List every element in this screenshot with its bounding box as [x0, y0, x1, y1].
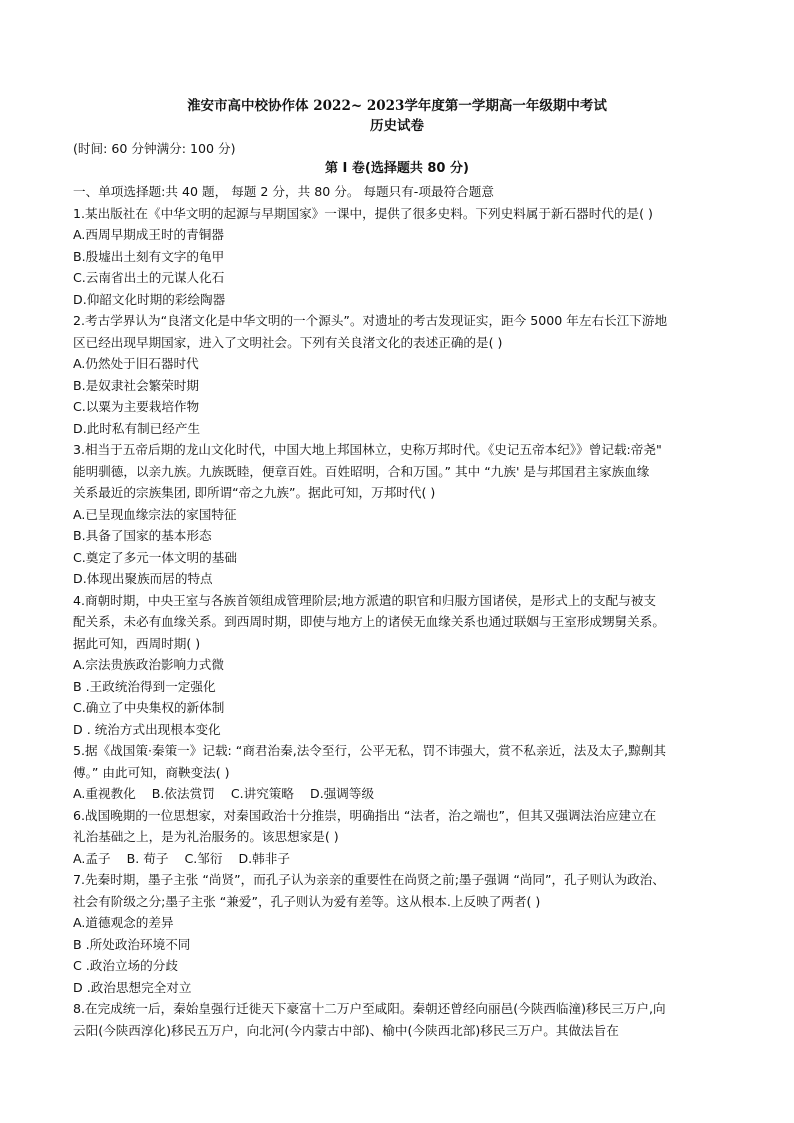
question-4 — [73, 590, 729, 741]
exam-subject: 历史试卷 — [370, 118, 424, 134]
question-stem-line: 3.相当于五帝后期的龙山文化时代，中国大地上邦国林立，史称万邦时代。《史记五帝本纪》》曾记载:帝尧" — [73, 442, 662, 457]
answer-option: A.仍然处于旧石器时代 — [73, 356, 199, 371]
answer-option: A.西周早期成王时的青铜器 — [73, 227, 224, 242]
question-8 — [73, 998, 729, 1041]
answer-option: D.此时私有制已经产生 — [73, 420, 201, 436]
question-stem-line: 礼治基础之上，是为礼治服务的。该思想家是( ) — [73, 829, 339, 844]
questions-body — [73, 181, 729, 1041]
question-stem-line: 傅。” 由此可知，商鞅变法( ) — [73, 764, 230, 780]
question-stem-line: 5.据《战国策·秦策一》记载: “商君治秦,法令至行，公平无私，罚不讳强大，赏不私亲近，法及太子,黥劓其 — [73, 743, 666, 758]
header — [0, 96, 794, 136]
answer-option: B .王政统治得到一定强化 — [73, 678, 216, 694]
question-stem-line: 4.商朝时期，中央王室与各族首领组成管理阶层;地方派遣的职官和归服方国诸侯，是形式上的支配与被支 — [73, 592, 656, 608]
instructions: 一、单项选择题:共 40 题， 每题 2 分，共 80 分。 每题只有-项最符合题意 — [73, 184, 494, 199]
question-5 — [73, 740, 729, 805]
answer-option: C.奠定了多元一体文明的基础 — [73, 549, 237, 565]
answer-option: C.云南省出土的元谋人化石 — [73, 270, 225, 285]
question-stem-line: 社会有阶级之分;墨子主张 “兼爱”，孔子则认为爱有差等。这从根本.上反映了两者( ) — [73, 893, 541, 909]
section-heading: 第 I 卷(选择题共 80 分) — [325, 161, 469, 176]
question-7 — [73, 869, 729, 998]
question-stem-line: 区已经出现早期国家，进入了文明社会。下列有关良渚文化的表述正确的是( ) — [73, 334, 503, 350]
answer-option: A.道德观念的差异 — [73, 915, 174, 930]
answer-option: A.重视教化 B.依法赏罚 C.讲究策略 D.强调等级 — [73, 786, 375, 801]
question-3 — [73, 439, 729, 590]
answer-option: B .所处政治环境不同 — [73, 936, 191, 952]
question-stem-line: 云阳(今陕西淳化)移民五万户，向北河(今内蒙古中部)、榆中(今陕西北部)移民三万户。其做法旨在 — [73, 1022, 619, 1038]
answer-option: D.仰韶文化时期的彩绘陶器 — [73, 291, 226, 307]
question-2 — [73, 310, 729, 439]
question-1 — [73, 203, 729, 311]
question-stem-line: 配关系，未必有血缘关系。到西周时期，即使与地方上的诸侯无血缘关系也通过联姻与王室形成甥舅关系。 — [73, 614, 665, 629]
exam-title: 淮安市高中校协作体 2022~ 2023学年度第一学期高一年级期中考试 — [187, 98, 607, 114]
question-list — [73, 203, 729, 1042]
answer-option: D . 统治方式出现根本变化 — [73, 721, 221, 737]
answer-option: B.是奴隶社会繁荣时期 — [73, 377, 199, 393]
question-stem-line: 7.先秦时期，墨子主张 “尚贤”，而孔子认为亲亲的重要性在尚贤之前;墨子强调 “尚同”，孔子则认为政治、 — [73, 872, 665, 887]
answer-option: A.已呈现血缘宗法的家国特征 — [73, 506, 237, 522]
answer-option: C.确立了中央集权的新体制 — [73, 700, 225, 715]
question-stem-line: 关系最近的宗族集团, 即所谓“帝之九族”。据此可知，万邦时代( ) — [73, 485, 436, 500]
answer-option: C .政治立场的分歧 — [73, 958, 178, 973]
answer-option: C.以粟为主要栽培作物 — [73, 399, 200, 414]
answer-option: B.具备了国家的基本形态 — [73, 528, 212, 543]
question-stem-line: 据此可知，西周时期( ) — [73, 635, 201, 651]
question-6 — [73, 805, 729, 870]
answer-option: A.宗法贵族政治影响力式微 — [73, 657, 224, 672]
question-stem-line: 8.在完成统一后，秦始皇强行迁徙天下豪富十二万户至咸阳。秦朝还曾经向丽邑(今陕西临潼)移民三万户,向 — [73, 1001, 666, 1016]
question-stem-line: 2.考古学界认为“良渚文化是中华文明的一个源头”。对遗址的考古发现证实，距今 5000 年左右长江下游地 — [73, 313, 668, 328]
exam-info: (时间: 60 分钟满分: 100 分) — [73, 141, 236, 156]
question-stem-line: 1.某出版社在《中华文明的起源与早期国家》一课中，提供了很多史料。下列史料属于新石器时代的是( ) — [73, 205, 653, 221]
answer-option: D.体现出聚族而居的特点 — [73, 571, 213, 586]
answer-option: B.殷墟出土刻有文字的龟甲 — [73, 248, 225, 264]
answer-option: A.孟子 B. 荀子 C.邹衍 D.韩非子 — [73, 850, 290, 866]
question-stem-line: 能明驯德，以亲九族。九族既睦，便章百姓。百姓昭明，合和万国。” 其中 “九族' 是与邦国君主家族血缘 — [73, 463, 650, 479]
question-stem-line: 6.战国晚期的一位思想家，对秦国政治十分推崇，明确指出 “法者，治之端也”，但其又强调法治应建立在 — [73, 807, 657, 823]
answer-option: D .政治思想完全对立 — [73, 979, 192, 995]
